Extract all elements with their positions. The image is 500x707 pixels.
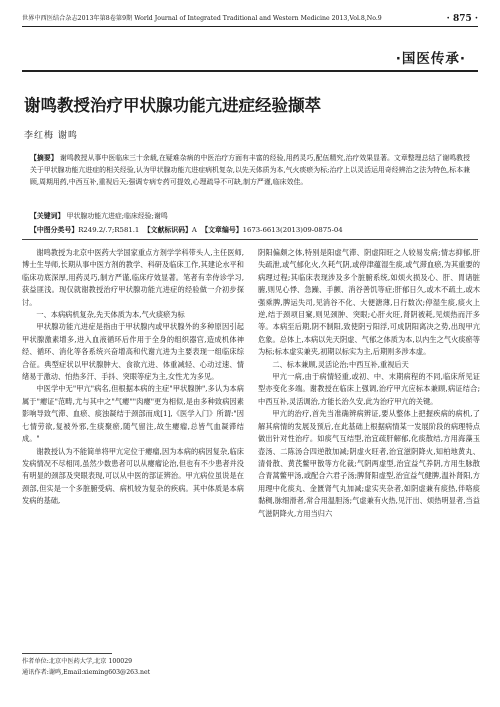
article-authors: 李红梅 谢鸣: [24, 131, 78, 141]
body-column-right: [258, 247, 480, 520]
paragraph: 甲亢的治疗,首先当准确辨病辨证,要从整体上把握疾病的病机,了解其病情的发展及预后,在此基础上根据病情某一发展阶段的病理特点做出针对性治疗。如痰气互结型,治宜疏肝解郁,化痰散结,方用海藻玉壶汤、二陈汤合四逆散加减;阴虚火旺者,治宜滋阴降火,知柏地黄丸、清骨散、黄芪鳖甲散等方化裁;气阴两虚型,治宜益气养阴,方用生脉散合青蒿鳖甲汤,或配合六君子汤;脾肾阳虚型,治宜益气健脾,温补肾阳,方用理中化痰丸、金匮肾气丸加减;虚实夹杂者,如阴虚兼有痰热,伴咯痰黏稠,脉细滑者,常合用温胆汤;气虚兼有火热,见汗出、烦热明显者,当益气滋阴降火,方用当归六: [258, 409, 480, 518]
section-divider: [22, 70, 478, 72]
paragraph: 阴阳偏颇之体,特别是阳虚气滞、阴虚阳旺之人较易发病;情志抑郁,肝失疏泄,或气郁化火,久耗气阴,或停津蕴湿生痰,或气滞血瘀,为其重要的病理过程;其临床表现涉及多个脏腑系统,如烦火损及心、肝、胃诸脏腑,则见心悸、急躁、手颤、消谷善饥等症;肝郁日久,或木不疏土,或木强乘脾,脾运失司,见消谷不化、大便溏薄,日行数次;停湿生痰,痰火上逆,结于颈项目窠,则见颈肿、突眼;心肝火旺,肾阴被耗,见烦热而汗多等。本病至后期,阴不制阳,致使阴亏阳浮,可成阴阳离决之势,出现甲亢危象。总体上,本病以先天阴虚、气郁之体质为本,以内生之气火痰瘀等为标;标本虚实兼夹,初期以标实为主,后期则多涉本虚。: [258, 248, 480, 357]
footnote: [22, 656, 150, 678]
corresponding-author: 通讯作者:谢鸣,Email:xieming603@263.net: [22, 669, 151, 676]
class-value: R249.2/.7;R581.1: [78, 226, 140, 234]
classification-info: [30, 224, 470, 236]
paragraph: 甲状腺功能亢进症是指由于甲状腺内或甲状腺外的多种原因引起甲状腺激素增多,进入血液循环后作用于全身的组织器官,造成机体神经、循环、消化等各系统兴奋增高和代谢亢进为主要表现一组临床综合征。典型症状以甲状腺肿大、食欲亢进、体重减轻、心动过速、情绪易于激动、怕热多汗、手抖、突眼等症为主,女性尤为多见。: [22, 322, 244, 382]
paragraph: 谢鸣教授为北京中医药大学国家重点方剂学学科带头人,主任医师,博士生导师,长期从事中医方剂的教学、科研及临床工作,其建论水平和临床功底深厚,用药灵巧,制方严谨,临床疗效显著。笔者有幸侍诊学习,获益匪浅。现仅就谢教授治疗甲状腺功能亢进症的经验做一介初步探讨。: [22, 248, 244, 307]
abstract: [30, 152, 470, 188]
page-number: · 875 ·: [446, 14, 478, 24]
paragraph: 谢教授认为不能简单将甲亢定位于瘿瘤,因为本病的病因复杂,临床发病情况不尽相同,虽然少数患者可以从瘿瘤论治,但也有不少患者并没有明显的颈部及突眼表现,可以从中医的部证辨治。甲亢病位虽说是在颈部,但实是一个多脏腑受病、病机较为复杂的疾病。其中体质是本病发病的基础,: [22, 446, 244, 506]
author-affiliation: 作者单位:北京中医药大学,北京 100029: [22, 658, 133, 665]
footnote-divider: [22, 653, 112, 654]
article-id-label: 【文章编号】: [201, 226, 243, 234]
class-label: 【中图分类号】: [30, 226, 79, 234]
paragraph: 甲亢一病,由于病情轻重,或初、中、末期病程的不同,临床所见证型亦变化多端。谢教授在临床上强调,治疗甲亢应标本兼顾,病证结合;中西互补,灵活调治,方能长治久安,此为治疗甲亢的关键。: [258, 372, 480, 406]
body-column-left: [22, 247, 244, 508]
doc-code-value: A: [191, 226, 197, 234]
section-heading: 一、本病病机复杂,先天体质为本,气火痰瘀为标: [36, 310, 185, 320]
abstract-text: 谢鸣教授从事中医临床三十余载,在疑难杂病的中医治疗方面有丰富的经验,用药灵巧,配伍精究,治疗效果显著。文章整理总结了谢鸣教授关于甲状腺功能亢进症的相关经验,认为甲状腺功能亢进症病机复杂,以先天体质为本,气火痰瘀为标;治疗上以灵活运用奇经辨治之法为特色,标本兼顾,周期用药,中西互补,重视后天;强调专病专药可提效,心理疏导不可缺,制方严谨,临床效佳。: [30, 154, 470, 186]
section-tag: ·国医传承·: [395, 51, 466, 67]
abstract-divider: [22, 239, 478, 240]
abstract-label: 【摘要】: [30, 154, 58, 162]
article-title: 谢鸣教授治疗甲状腺功能亢进症经验撷萃: [24, 96, 321, 115]
keywords-text: 甲状腺功能亢进症;临床经验;谢鸣: [66, 212, 168, 220]
paragraph: 中医学中无"甲亢"病名,但根据本病的主症"甲状腺肿",多认为本病属于"瘿证"范畴,尤与其中之"气瘿""肉瘿"更为相似,是由多种致病因素影响导致气滞、血瘀、痰浊凝结于颈部而成[1],《医学入门》所谓:"因七情劳欲,复被外邪,生痰聚瘀,随气留注,故生瘿瘤,总皆气血凝滞结成。": [22, 384, 244, 444]
section-heading: 二、标本兼顾,灵活论治;中西互补,重视后天: [272, 359, 409, 369]
running-header: [22, 12, 478, 27]
keywords-label: 【关键词】: [30, 212, 65, 220]
doc-code-label: 【文献标识码】: [143, 226, 192, 234]
journal-info: 世界中西医结合杂志2013年第8卷第9期 World Journal of Integrated Traditional and Western Medicine 2013,Vol.8,No.9: [22, 15, 382, 22]
article-id-value: 1673-6613(2013)09-0875-04: [242, 226, 343, 234]
keywords: [30, 210, 470, 222]
